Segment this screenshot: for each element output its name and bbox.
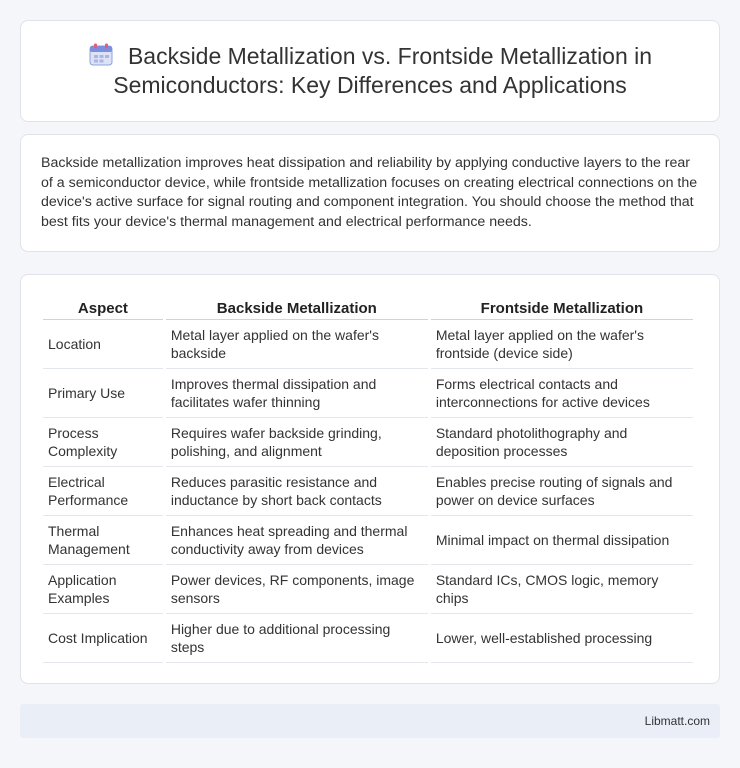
title-card (20, 20, 720, 122)
comparison-table (40, 296, 696, 663)
cell-backside: Metal layer applied on the wafer's backside (166, 320, 428, 369)
table-row (43, 516, 693, 565)
cell-backside: Power devices, RF components, image sensors (166, 565, 428, 614)
cell-backside: Reduces parasitic resistance and inductance by short back contacts (166, 467, 428, 516)
calendar-icon (88, 43, 114, 67)
table-row (43, 565, 693, 614)
cell-aspect: Cost Implication (43, 614, 163, 663)
cell-frontside: Lower, well-established processing (431, 614, 693, 663)
table-row (43, 467, 693, 516)
intro-paragraph: Backside metallization improves heat dissipation and reliability by applying conductive layers to the rear of a semiconductor device, while frontside metallization focuses on creating electrical connections on the device's active surface for signal routing and component integration. You should choose the method that best fits your device's thermal management and electrical performance needs. (41, 155, 698, 230)
cell-backside: Improves thermal dissipation and facilitates wafer thinning (166, 369, 428, 418)
table-header-row (43, 296, 693, 320)
page-title-text: Backside Metallization vs. Frontside Metallization in Semiconductors: Key Differences and Applications (113, 43, 653, 98)
cell-aspect: Process Complexity (43, 418, 163, 467)
header-aspect: Aspect (43, 296, 163, 320)
footer-bar (20, 704, 720, 738)
cell-frontside: Minimal impact on thermal dissipation (431, 516, 693, 565)
page-title (51, 42, 689, 100)
cell-backside: Requires wafer backside grinding, polishing, and alignment (166, 418, 428, 467)
cell-aspect: Thermal Management (43, 516, 163, 565)
cell-frontside: Enables precise routing of signals and power on device surfaces (431, 467, 693, 516)
cell-frontside: Standard ICs, CMOS logic, memory chips (431, 565, 693, 614)
cell-backside: Enhances heat spreading and thermal conductivity away from devices (166, 516, 428, 565)
cell-aspect: Primary Use (43, 369, 163, 418)
comparison-card (20, 274, 720, 684)
cell-aspect: Application Examples (43, 565, 163, 614)
header-backside: Backside Metallization (166, 296, 428, 320)
header-frontside: Frontside Metallization (431, 296, 693, 320)
cell-backside: Higher due to additional processing steps (166, 614, 428, 663)
cell-aspect: Electrical Performance (43, 467, 163, 516)
table-row (43, 418, 693, 467)
cell-frontside: Metal layer applied on the wafer's frontside (device side) (431, 320, 693, 369)
footer-brand-link[interactable]: Libmatt.com (644, 714, 710, 728)
cell-frontside: Forms electrical contacts and interconnections for active devices (431, 369, 693, 418)
intro-card (20, 134, 720, 252)
table-row (43, 369, 693, 418)
cell-aspect: Location (43, 320, 163, 369)
table-row (43, 320, 693, 369)
cell-frontside: Standard photolithography and deposition processes (431, 418, 693, 467)
table-row (43, 614, 693, 663)
